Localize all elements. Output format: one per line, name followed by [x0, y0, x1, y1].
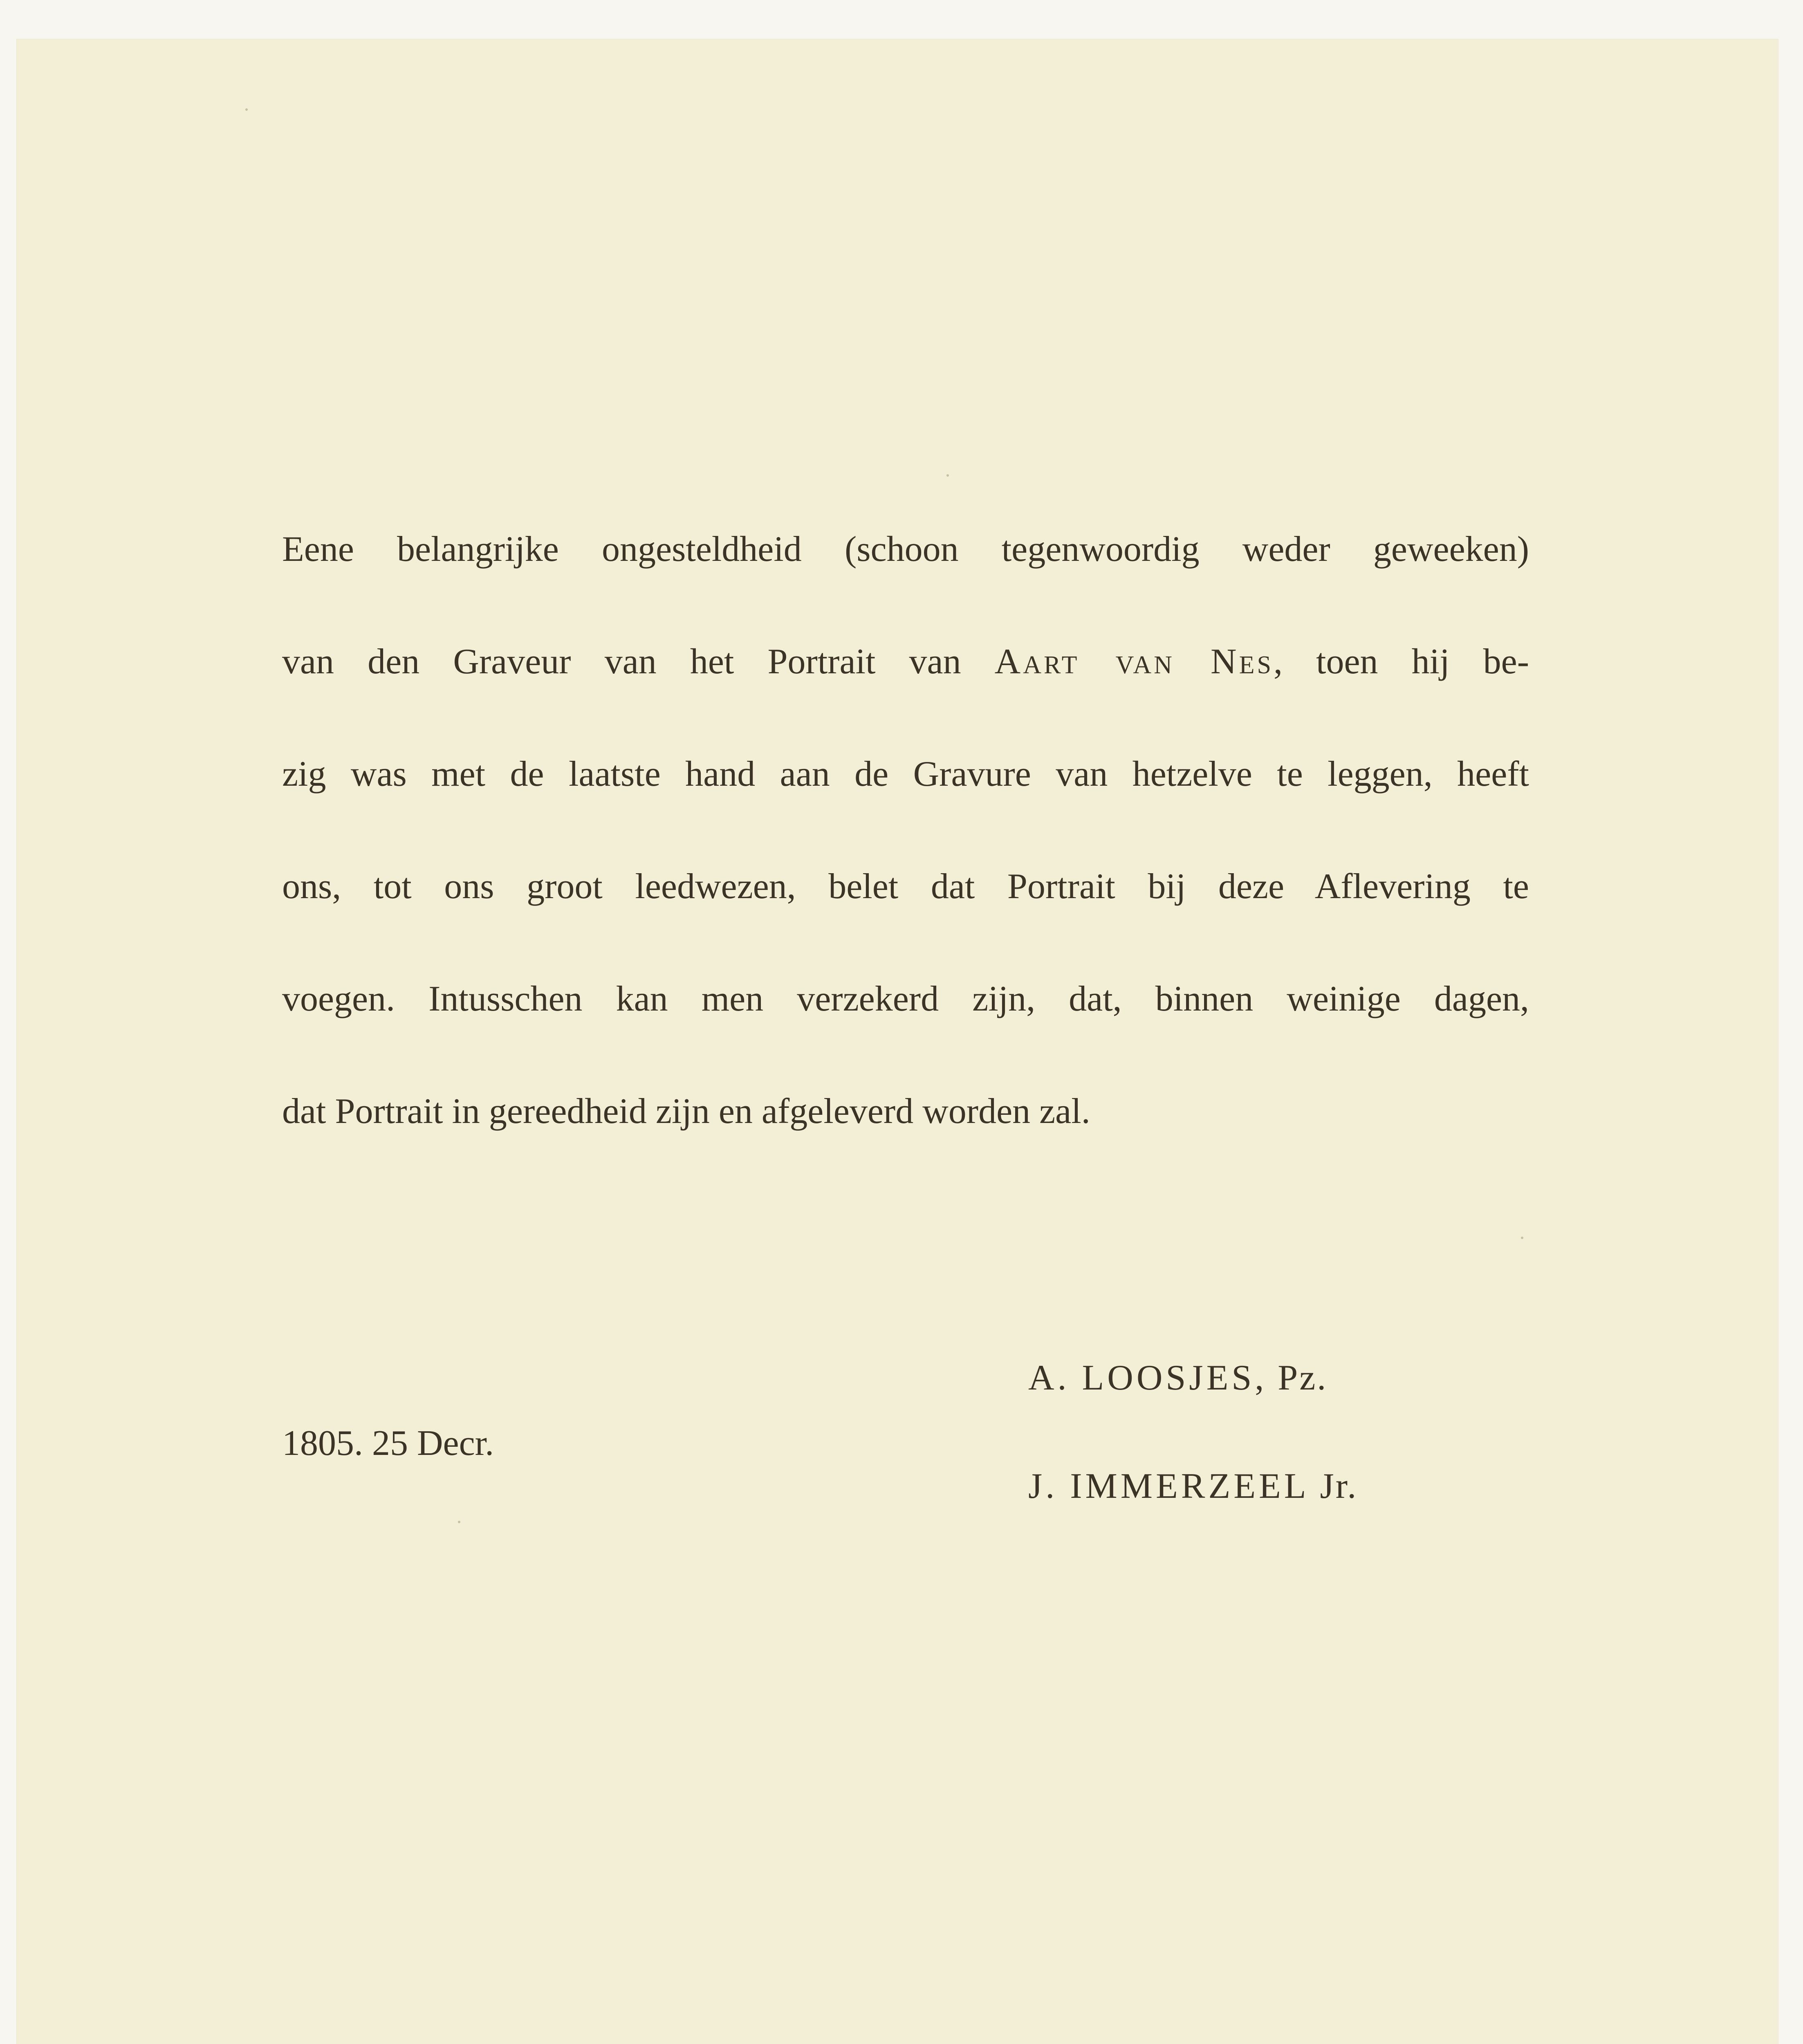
signature-immerzeel: J. IMMERZEEL Jr.: [1028, 1466, 1358, 1506]
notice-line: Eene belangrijke ongesteldheid (schoon tegenwoordig weder geweeken): [282, 529, 1529, 569]
notice-line: voegen. Intusschen kan men verzekerd zijn, dat, binnen weinige dagen,: [282, 979, 1529, 1019]
notice-date: 1805. 25 Decr.: [282, 1423, 494, 1463]
signature-loosjes: A. LOOSJES, Pz.: [1028, 1358, 1328, 1398]
notice-line: ons, tot ons groot leedwezen, belet dat Portrait bij deze Aflevering te: [282, 867, 1529, 906]
paper-speck: [946, 474, 949, 477]
paper-speck: [1521, 1237, 1523, 1239]
notice-line: dat Portrait in gereedheid zijn en afgeleverd worden zal.: [282, 1091, 1090, 1131]
paper-speck: [458, 1521, 460, 1523]
notice-line: zig was met de laatste hand aan de Gravure van hetzelve te leggen, heeft: [282, 754, 1529, 794]
engraved-name: Aart van Nes: [994, 642, 1274, 681]
notice-line: van den Graveur van het Portrait van Aart van Nes, toen hij be-: [282, 642, 1529, 681]
paper-speck: [245, 108, 248, 111]
paper-sheet: [16, 39, 1778, 2044]
